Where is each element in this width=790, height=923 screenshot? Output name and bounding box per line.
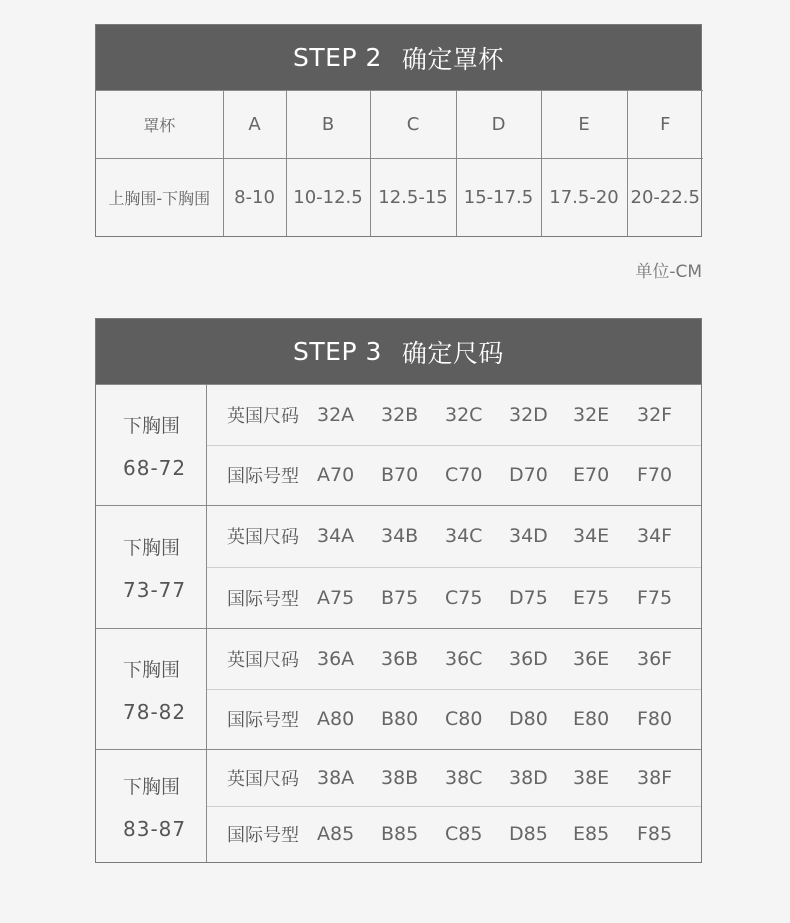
intl-size: D85 <box>509 823 548 846</box>
underbust-cell <box>96 629 207 749</box>
difference-range: 15-17.5 <box>456 159 541 237</box>
intl-size: D80 <box>509 708 548 731</box>
step3-title: 确定尺码 <box>401 338 504 368</box>
underbust-range: 73-77 <box>123 577 187 602</box>
intl-size-label: 国际号型 <box>227 466 299 488</box>
cup-letter: B <box>286 91 370 159</box>
uk-size: 38F <box>637 766 673 789</box>
intl-size-row <box>207 806 701 863</box>
difference-range: 12.5-15 <box>370 159 456 237</box>
uk-size: 36F <box>637 647 673 670</box>
intl-size: C85 <box>445 823 483 846</box>
difference-range: 8-10 <box>223 159 286 237</box>
uk-size: 36D <box>509 647 548 670</box>
uk-size: 34A <box>317 525 355 548</box>
uk-size: 38A <box>317 766 355 789</box>
cup-header-row <box>96 91 703 159</box>
intl-size: E70 <box>573 464 610 487</box>
intl-size: E80 <box>573 708 610 731</box>
cup-size-panel <box>95 24 702 237</box>
cup-letter: E <box>541 91 627 159</box>
cup-letter: C <box>370 91 456 159</box>
intl-size: A70 <box>317 464 355 487</box>
intl-size-label: 国际号型 <box>227 588 299 610</box>
intl-size: B80 <box>381 708 419 731</box>
uk-size: 38D <box>509 766 548 789</box>
intl-size: D70 <box>509 464 548 487</box>
size-group <box>96 628 701 749</box>
intl-size: B85 <box>381 823 419 846</box>
uk-size: 32F <box>637 403 673 426</box>
underbust-cell <box>96 385 207 505</box>
intl-size: C75 <box>445 586 483 609</box>
intl-size: A80 <box>317 708 355 731</box>
step2-title: 确定罩杯 <box>401 44 504 74</box>
underbust-range: 83-87 <box>123 816 187 841</box>
step2-number: STEP 2 <box>293 43 382 72</box>
underbust-cell <box>96 750 207 862</box>
uk-size: 34D <box>509 525 548 548</box>
underbust-cell <box>96 506 207 628</box>
uk-size: 34F <box>637 525 673 548</box>
intl-size-row <box>207 445 701 506</box>
size-group <box>96 505 701 628</box>
intl-size: F85 <box>637 823 673 846</box>
uk-size: 32C <box>445 403 483 426</box>
underbust-range: 68-72 <box>123 455 187 480</box>
unit-note: 单位-CM <box>635 262 702 282</box>
intl-size: B75 <box>381 586 419 609</box>
cup-letter: D <box>456 91 541 159</box>
uk-size-row <box>207 629 701 689</box>
size-chart-panel <box>95 318 702 863</box>
intl-size-label: 国际号型 <box>227 710 299 732</box>
step3-number: STEP 3 <box>293 337 382 366</box>
intl-size: C70 <box>445 464 483 487</box>
intl-size: E85 <box>573 823 610 846</box>
intl-size: F70 <box>637 464 673 487</box>
intl-size: E75 <box>573 586 610 609</box>
uk-size-row <box>207 750 701 806</box>
uk-size: 32E <box>573 403 610 426</box>
intl-size: F80 <box>637 708 673 731</box>
step2-header <box>96 25 701 90</box>
uk-size: 38B <box>381 766 419 789</box>
size-group <box>96 384 701 505</box>
uk-size-label: 英国尺码 <box>227 405 299 427</box>
intl-size: A85 <box>317 823 355 846</box>
size-group <box>96 749 701 862</box>
intl-size: B70 <box>381 464 419 487</box>
uk-size: 36A <box>317 647 355 670</box>
uk-size: 38E <box>573 766 610 789</box>
difference-range: 10-12.5 <box>286 159 370 237</box>
underbust-label: 下胸围 <box>123 536 181 559</box>
uk-size-label: 英国尺码 <box>227 527 299 549</box>
uk-size: 32B <box>381 403 419 426</box>
uk-size: 34E <box>573 525 610 548</box>
intl-size: D75 <box>509 586 548 609</box>
uk-size: 36B <box>381 647 419 670</box>
underbust-label: 下胸围 <box>123 414 181 437</box>
cup-difference-row <box>96 159 703 237</box>
cup-size-table <box>96 90 703 236</box>
difference-range: 20-22.5 <box>627 159 703 237</box>
intl-size: F75 <box>637 586 673 609</box>
difference-range: 17.5-20 <box>541 159 627 237</box>
uk-size-row <box>207 506 701 567</box>
intl-size-label: 国际号型 <box>227 825 299 847</box>
uk-size: 34B <box>381 525 419 548</box>
uk-size-row <box>207 385 701 445</box>
intl-size: A75 <box>317 586 355 609</box>
intl-size-row <box>207 567 701 629</box>
uk-size: 32D <box>509 403 548 426</box>
uk-size-label: 英国尺码 <box>227 768 299 790</box>
uk-size: 32A <box>317 403 355 426</box>
step3-header <box>96 319 701 384</box>
underbust-label: 下胸围 <box>123 658 181 681</box>
uk-size: 36E <box>573 647 610 670</box>
difference-row-label: 上胸围-下胸围 <box>96 159 223 237</box>
cup-letter: F <box>627 91 703 159</box>
uk-size: 38C <box>445 766 483 789</box>
intl-size-row <box>207 689 701 750</box>
underbust-label: 下胸围 <box>123 775 181 798</box>
intl-size: C80 <box>445 708 483 731</box>
uk-size: 34C <box>445 525 483 548</box>
underbust-range: 78-82 <box>123 699 187 724</box>
cup-letter: A <box>223 91 286 159</box>
cup-row-label: 罩杯 <box>96 91 223 159</box>
uk-size-label: 英国尺码 <box>227 649 299 671</box>
uk-size: 36C <box>445 647 483 670</box>
